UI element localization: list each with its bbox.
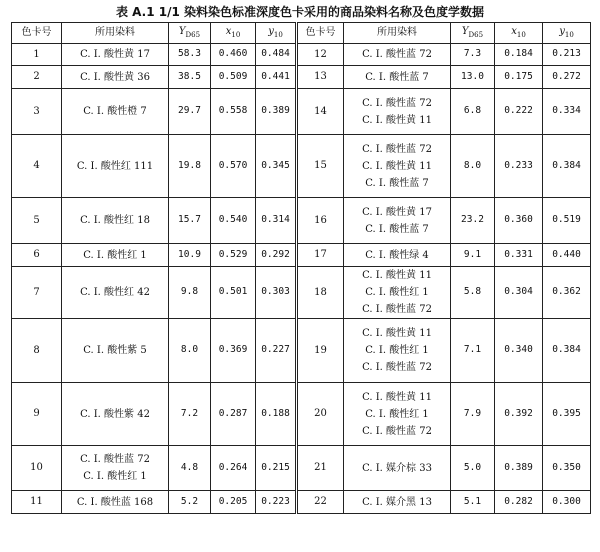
y-d65-cell: 10.9 — [169, 244, 211, 267]
y-d65-cell: 7.2 — [169, 383, 211, 446]
dye-names-cell — [344, 383, 451, 446]
y10-cell: 0.350 — [543, 446, 591, 491]
header-y10: $y_{10}$ — [256, 23, 297, 44]
x10-cell: 0.282 — [495, 491, 543, 514]
card-number-cell: 8 — [12, 319, 62, 383]
x10-cell: 0.331 — [495, 244, 543, 267]
dye-name: C. I. 酸性黄 17 — [362, 206, 432, 218]
dye-name: C. I. 酸性蓝 7 — [365, 71, 429, 83]
table-row — [12, 198, 591, 244]
table-row — [12, 44, 591, 66]
y10-cell: 0.213 — [543, 44, 591, 66]
dye-name: C. I. 酸性蓝 72 — [80, 454, 150, 465]
dye-name: C. I. 酸性黄 11 — [362, 160, 432, 172]
table-caption: 表 A.1 1/1 染料染色标准深度色卡采用的商品染料名称及色度学数据 — [115, 5, 485, 19]
table-row — [12, 383, 591, 446]
table-row — [12, 491, 591, 514]
y-d65-cell: 7.3 — [451, 44, 495, 66]
x10-cell: 0.558 — [211, 89, 256, 135]
card-number-cell: 18 — [297, 267, 344, 319]
dye-name: C. I. 酸性红 111 — [76, 160, 154, 172]
y10-cell: 0.292 — [256, 244, 297, 267]
dye-name: C. I. 酸性黄 11 — [362, 328, 432, 339]
dye-names-cell — [62, 66, 169, 89]
header-dyes: 所用染料 — [344, 23, 451, 44]
card-number-cell: 10 — [12, 446, 62, 491]
card-number-cell: 2 — [12, 66, 62, 89]
dye-name: C. I. 酸性紫 42 — [80, 408, 150, 420]
y-d65-cell: 29.7 — [169, 89, 211, 135]
dye-names-cell — [344, 135, 451, 198]
x10-cell: 0.392 — [495, 383, 543, 446]
y-d65-cell: 7.1 — [451, 319, 495, 383]
y-d65-cell: 23.2 — [451, 198, 495, 244]
dye-names-cell — [62, 135, 169, 198]
x10-cell: 0.304 — [495, 267, 543, 319]
dye-name: C. I. 酸性黄 36 — [80, 71, 150, 83]
y-d65-cell: 5.2 — [169, 491, 211, 514]
table-row — [12, 446, 591, 491]
y-d65-cell: 5.0 — [451, 446, 495, 491]
dye-name: C. I. 酸性黄 11 — [362, 270, 432, 281]
x10-cell: 0.287 — [211, 383, 256, 446]
y10-cell: 0.300 — [543, 491, 591, 514]
dye-name: C. I. 酸性红 1 — [365, 408, 429, 420]
y-d65-cell: 5.8 — [451, 267, 495, 319]
table-body — [12, 44, 591, 514]
dye-name: C. I. 酸性蓝 72 — [362, 362, 432, 373]
y-d65-cell: 8.0 — [169, 319, 211, 383]
y10-cell: 0.395 — [543, 383, 591, 446]
card-number-cell: 21 — [297, 446, 344, 491]
card-number-cell: 22 — [297, 491, 344, 514]
dye-names-cell — [344, 66, 451, 89]
table-row — [12, 244, 591, 267]
dye-name: C. I. 媒介棕 33 — [362, 462, 432, 474]
header-y-d65: $Y_{D65}$ — [451, 23, 495, 44]
y-d65-cell: 9.8 — [169, 267, 211, 319]
header-row — [12, 23, 591, 44]
header-x10: $x_{10}$ — [495, 23, 543, 44]
card-number-cell: 15 — [297, 135, 344, 198]
y10-cell: 0.303 — [256, 267, 297, 319]
dye-name: C. I. 酸性蓝 72 — [362, 49, 432, 60]
dye-name: C. I. 酸性红 1 — [365, 345, 429, 356]
dye-name: C. I. 酸性黄 11 — [362, 114, 432, 126]
dye-name: C. I. 酸性蓝 72 — [362, 97, 432, 109]
dye-names-cell — [62, 319, 169, 383]
table-row — [12, 66, 591, 89]
y10-cell: 0.314 — [256, 198, 297, 244]
table-row — [12, 89, 591, 135]
card-number-cell: 5 — [12, 198, 62, 244]
y10-cell: 0.272 — [543, 66, 591, 89]
y10-cell: 0.440 — [543, 244, 591, 267]
card-number-cell: 20 — [297, 383, 344, 446]
y10-cell: 0.188 — [256, 383, 297, 446]
dye-name: C. I. 酸性蓝 72 — [362, 425, 432, 437]
y10-cell: 0.389 — [256, 89, 297, 135]
dye-names-cell — [344, 89, 451, 135]
y10-cell: 0.345 — [256, 135, 297, 198]
card-number-cell: 16 — [297, 198, 344, 244]
dye-name: C. I. 酸性蓝 7 — [365, 177, 429, 189]
y-d65-cell: 9.1 — [451, 244, 495, 267]
y-d65-cell: 6.8 — [451, 89, 495, 135]
y10-cell: 0.227 — [256, 319, 297, 383]
y10-cell: 0.519 — [543, 198, 591, 244]
dye-name: C. I. 酸性红 1 — [83, 471, 147, 482]
card-number-cell: 17 — [297, 244, 344, 267]
card-number-cell: 4 — [12, 135, 62, 198]
dye-names-cell — [344, 198, 451, 244]
x10-cell: 0.570 — [211, 135, 256, 198]
y-d65-cell: 8.0 — [451, 135, 495, 198]
x10-cell: 0.540 — [211, 198, 256, 244]
x10-cell: 0.529 — [211, 244, 256, 267]
dye-names-cell — [344, 244, 451, 267]
dye-names-cell — [344, 491, 451, 514]
dye-color-table — [11, 22, 591, 514]
card-number-cell: 13 — [297, 66, 344, 89]
dye-name: C. I. 酸性蓝 168 — [76, 496, 154, 508]
dye-names-cell — [344, 267, 451, 319]
y10-cell: 0.384 — [543, 135, 591, 198]
card-number-cell: 6 — [12, 244, 62, 267]
dye-name: C. I. 酸性绿 4 — [365, 249, 429, 261]
x10-cell: 0.264 — [211, 446, 256, 491]
y10-cell: 0.223 — [256, 491, 297, 514]
x10-cell: 0.340 — [495, 319, 543, 383]
dye-name: C. I. 酸性红 42 — [80, 287, 150, 298]
dye-names-cell — [62, 198, 169, 244]
x10-cell: 0.460 — [211, 44, 256, 66]
header-y10: $y_{10}$ — [543, 23, 591, 44]
x10-cell: 0.369 — [211, 319, 256, 383]
dye-name: C. I. 酸性蓝 72 — [362, 143, 432, 155]
y10-cell: 0.334 — [543, 89, 591, 135]
dye-name: C. I. 酸性红 1 — [83, 249, 147, 261]
dye-names-cell — [62, 44, 169, 66]
dye-names-cell — [344, 44, 451, 66]
dye-names-cell — [62, 446, 169, 491]
dye-name: C. I. 酸性紫 5 — [83, 345, 147, 356]
dye-names-cell — [62, 491, 169, 514]
dye-names-cell — [62, 383, 169, 446]
dye-names-cell — [62, 267, 169, 319]
card-number-cell: 7 — [12, 267, 62, 319]
card-number-cell: 12 — [297, 44, 344, 66]
table-row — [12, 267, 591, 319]
y-d65-cell: 7.9 — [451, 383, 495, 446]
dye-name: C. I. 酸性红 1 — [365, 287, 429, 298]
header-y-d65: $Y_{D65}$ — [169, 23, 211, 44]
card-number-cell: 14 — [297, 89, 344, 135]
y10-cell: 0.362 — [543, 267, 591, 319]
card-number-cell: 11 — [12, 491, 62, 514]
dye-name: C. I. 酸性黄 17 — [80, 49, 150, 60]
y10-cell: 0.215 — [256, 446, 297, 491]
dye-name: C. I. 酸性蓝 7 — [365, 223, 429, 235]
header-card-no: 色卡号 — [297, 23, 344, 44]
dye-name: C. I. 媒介黑 13 — [362, 496, 432, 508]
header-x10: $x_{10}$ — [211, 23, 256, 44]
dye-names-cell — [344, 319, 451, 383]
dye-names-cell — [62, 244, 169, 267]
x10-cell: 0.233 — [495, 135, 543, 198]
dye-name: C. I. 酸性黄 11 — [362, 391, 432, 403]
y-d65-cell: 5.1 — [451, 491, 495, 514]
x10-cell: 0.389 — [495, 446, 543, 491]
table-row — [12, 135, 591, 198]
x10-cell: 0.175 — [495, 66, 543, 89]
card-number-cell: 9 — [12, 383, 62, 446]
y10-cell: 0.384 — [543, 319, 591, 383]
y-d65-cell: 15.7 — [169, 198, 211, 244]
x10-cell: 0.222 — [495, 89, 543, 135]
dye-names-cell — [62, 89, 169, 135]
card-number-cell: 3 — [12, 89, 62, 135]
table-row — [12, 319, 591, 383]
y-d65-cell: 19.8 — [169, 135, 211, 198]
header-dyes: 所用染料 — [62, 23, 169, 44]
x10-cell: 0.205 — [211, 491, 256, 514]
card-number-cell: 1 — [12, 44, 62, 66]
y-d65-cell: 4.8 — [169, 446, 211, 491]
y10-cell: 0.484 — [256, 44, 297, 66]
y-d65-cell: 38.5 — [169, 66, 211, 89]
x10-cell: 0.360 — [495, 198, 543, 244]
y-d65-cell: 13.0 — [451, 66, 495, 89]
dye-name: C. I. 酸性橙 7 — [83, 106, 147, 117]
x10-cell: 0.184 — [495, 44, 543, 66]
header-card-no: 色卡号 — [12, 23, 62, 44]
y10-cell: 0.441 — [256, 66, 297, 89]
y-d65-cell: 58.3 — [169, 44, 211, 66]
x10-cell: 0.509 — [211, 66, 256, 89]
x10-cell: 0.501 — [211, 267, 256, 319]
dye-names-cell — [344, 446, 451, 491]
dye-name: C. I. 酸性蓝 72 — [362, 304, 432, 315]
dye-name: C. I. 酸性红 18 — [80, 215, 150, 226]
card-number-cell: 19 — [297, 319, 344, 383]
